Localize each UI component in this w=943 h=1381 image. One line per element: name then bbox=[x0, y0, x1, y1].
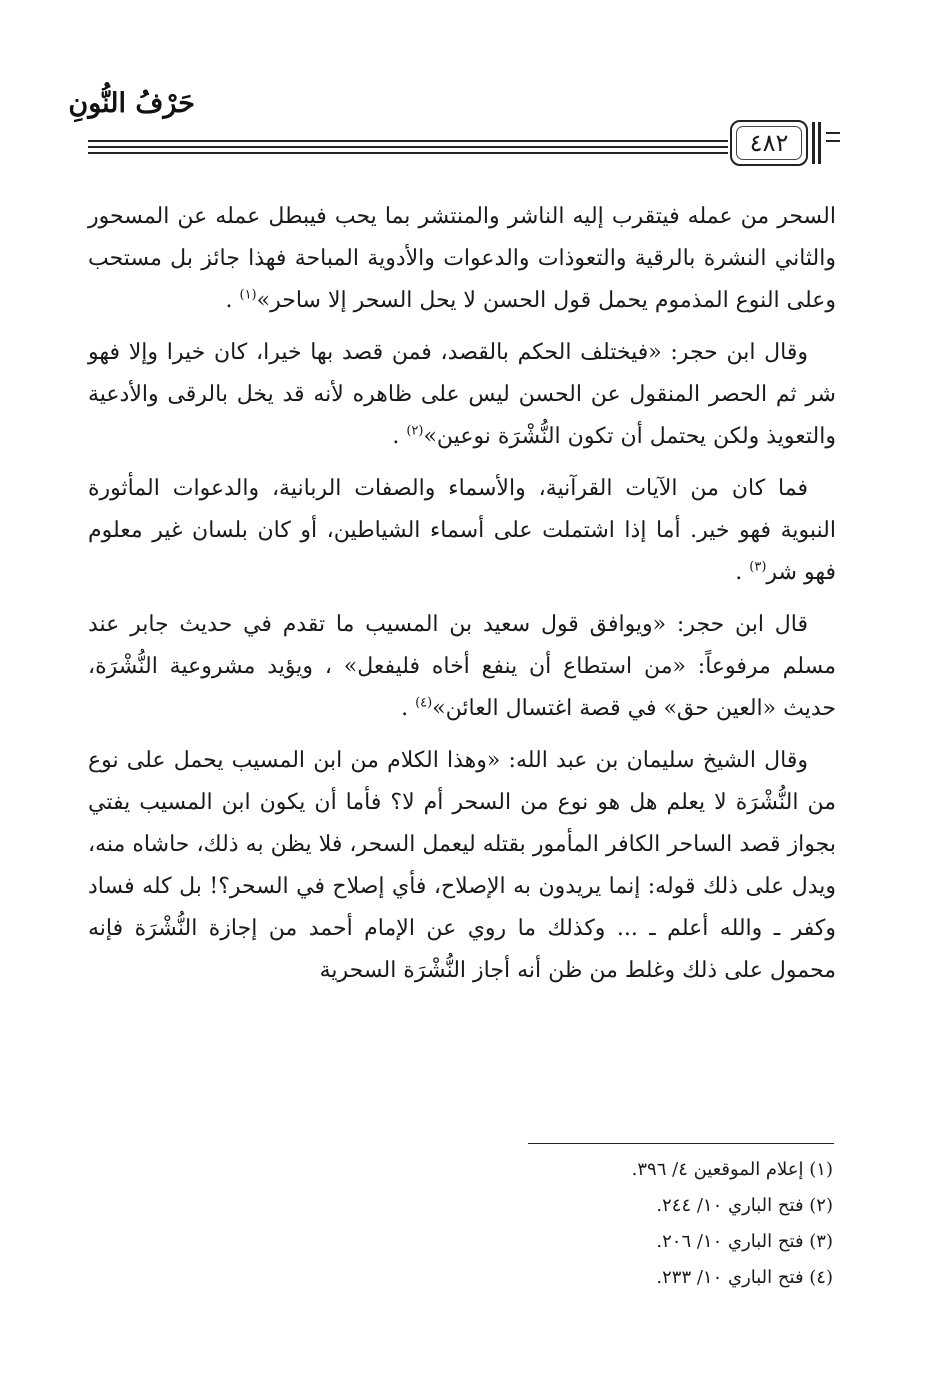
footnote-ref: (١) bbox=[239, 287, 257, 303]
paragraph: وقال ابن حجر: «فيختلف الحكم بالقصد، فمن قصد بها خيرا، كان خيرا وإلا فهو شر ثم الحصر المنقول عن الحسن ليس على ظاهره لأنه قد يخل بالرقى والأدعية والتعويذ ولكن يحتمل أن تكون النُّشْرَة نوعين»$^{(٢)}$ . bbox=[88, 340, 836, 449]
footnote: (٤) فتح الباري ١٠/ ٢٣٣. bbox=[656, 1267, 833, 1288]
paragraph: قال ابن حجر: «ويوافق قول سعيد بن المسيب ما تقدم في حديث جابر عند مسلم مرفوعاً: «من استطاع أن ينفع أخاه فليفعل» ، ويؤيد مشروعية النُّشْرَة، حديث «العين حق» في قصة اغتسال العائن»$^{(٤)}$ . bbox=[88, 612, 836, 721]
main-text bbox=[88, 196, 836, 1002]
footnote-ref: (٤) bbox=[415, 695, 433, 711]
header-rule bbox=[88, 146, 728, 148]
header-ornament bbox=[826, 132, 840, 150]
page-number: ٤٨٢ bbox=[749, 129, 789, 157]
footnote: (٢) فتح الباري ١٠/ ٢٤٤. bbox=[656, 1195, 833, 1216]
frame-bar bbox=[818, 122, 821, 164]
footnote-ref: (٣) bbox=[749, 559, 767, 575]
paragraph: وقال الشيخ سليمان بن عبد الله: «وهذا الكلام من ابن المسيب يحمل على نوع من النُّشْرَة لا يعلم هل هو نوع من السحر أم لا؟ فأما أن يكون ابن المسيب يفتي بجواز قصد الساحر الكافر المأمور بقتله ليعمل السحر، فلا يظن به ذلك، حاشاه منه، ويدل على ذلك قوله: إنما يريدون به الإصلاح، فأي إصلاح في السحر؟! بل كله فساد وكفر ـ والله أعلم ـ ... وكذلك ما روي عن الإمام أحمد من إجازة النُّشْرَة فإنه محمول على ذلك وغلط من ظن أنه أجاز النُّشْرَة السحرية bbox=[88, 748, 836, 983]
footnote: (١) إعلام الموقعين ٤/ ٣٩٦. bbox=[631, 1159, 833, 1180]
header-rule bbox=[88, 140, 728, 142]
paragraph: السحر من عمله فيتقرب إليه الناشر والمنتشر بما يحب فيبطل عمله عن المسحور والثاني النشرة بالرقية والتعوذات والدعوات والأدوية المباحة فهذا جائز بل مستحب وعلى النوع المذموم يحمل قول الحسن لا يحل السحر إلا ساحر»$^{(١)}$ . bbox=[88, 204, 836, 313]
footnote-separator bbox=[528, 1143, 834, 1144]
frame-bar bbox=[812, 122, 815, 164]
footnotes bbox=[233, 1152, 833, 1296]
chapter-title: حَرْفُ النُّونِ bbox=[68, 88, 195, 119]
page-number-frame bbox=[730, 120, 808, 166]
paragraph: فما كان من الآيات القرآنية، والأسماء والصفات الربانية، والدعوات المأثورة النبوية فهو خير. أما إذا اشتملت على أسماء الشياطين، أو كان بلسان غير معلوم فهو شر$^{(٣)}$ . bbox=[88, 476, 836, 585]
footnote-ref: (٢) bbox=[406, 423, 424, 439]
footnote: (٣) فتح الباري ١٠/ ٢٠٦. bbox=[656, 1231, 833, 1252]
header-rule bbox=[88, 152, 728, 154]
